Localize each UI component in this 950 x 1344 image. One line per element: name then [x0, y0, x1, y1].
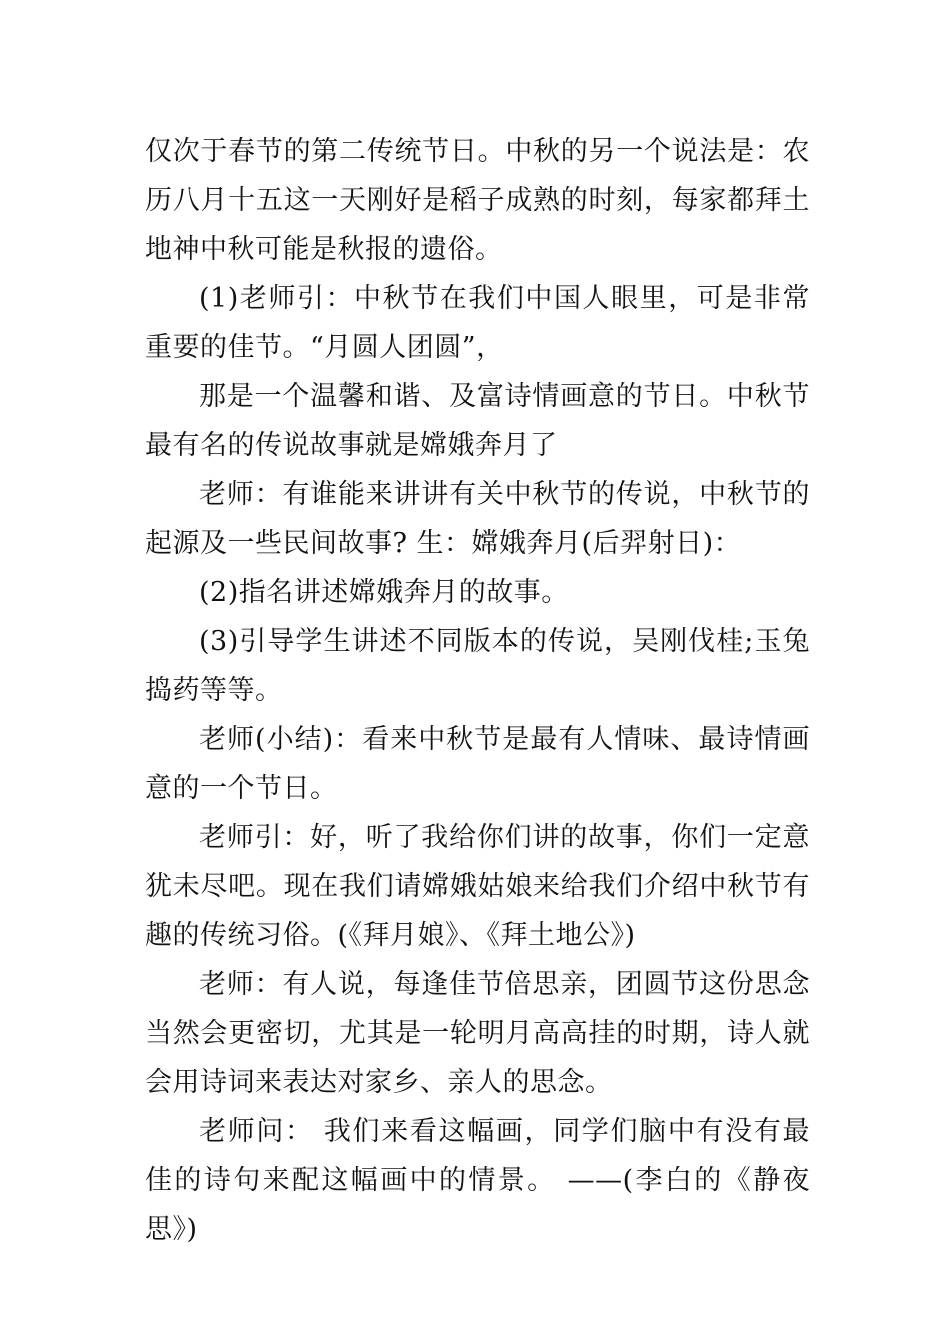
paragraph-7: 老师(小结)：看来中秋节是最有人情味、最诗情画意的一个节日。 — [145, 724, 810, 804]
paragraph-10: 老师问： 我们来看这幅画，同学们脑中有没有最佳的诗句来配这幅画中的情景。 ——(李白的《静夜思》) — [145, 1116, 810, 1245]
paragraph-2: (1)老师引：中秋节在我们中国人眼里，可是非常重要的佳节。“月圆人团圆”， — [145, 283, 810, 363]
paragraph-8: 老师引：好，听了我给你们讲的故事，你们一定意犹未尽吧。现在我们请嫦娥姑娘来给我们介绍中秋节有趣的传统习俗。(《拜月娘》、《拜土地公》) — [145, 822, 810, 951]
paragraph-4: 老师：有谁能来讲讲有关中秋节的传说，中秋节的起源及一些民间故事? 生：嫦娥奔月(后羿射日)： — [145, 479, 810, 559]
paragraph-3: 那是一个温馨和谐、及富诗情画意的节日。中秋节最有名的传说故事就是嫦娥奔月了 — [145, 381, 810, 461]
paragraph-6: (3)引导学生讲述不同版本的传说，吴刚伐桂;玉兔捣药等等。 — [145, 626, 810, 706]
paragraph-1: 仅次于春节的第二传统节日。中秋的另一个说法是：农历八月十五这一天刚好是稻子成熟的时刻，每家都拜土地神中秋可能是秋报的遗俗。 — [145, 136, 810, 265]
paragraph-5: (2)指名讲述嫦娥奔月的故事。 — [199, 577, 569, 608]
paragraph-9: 老师：有人说，每逢佳节倍思亲，团圆节这份思念当然会更密切，尤其是一轮明月高高挂的时期，诗人就会用诗词来表达对家乡、亲人的思念。 — [145, 969, 810, 1098]
document-body — [145, 127, 810, 1254]
